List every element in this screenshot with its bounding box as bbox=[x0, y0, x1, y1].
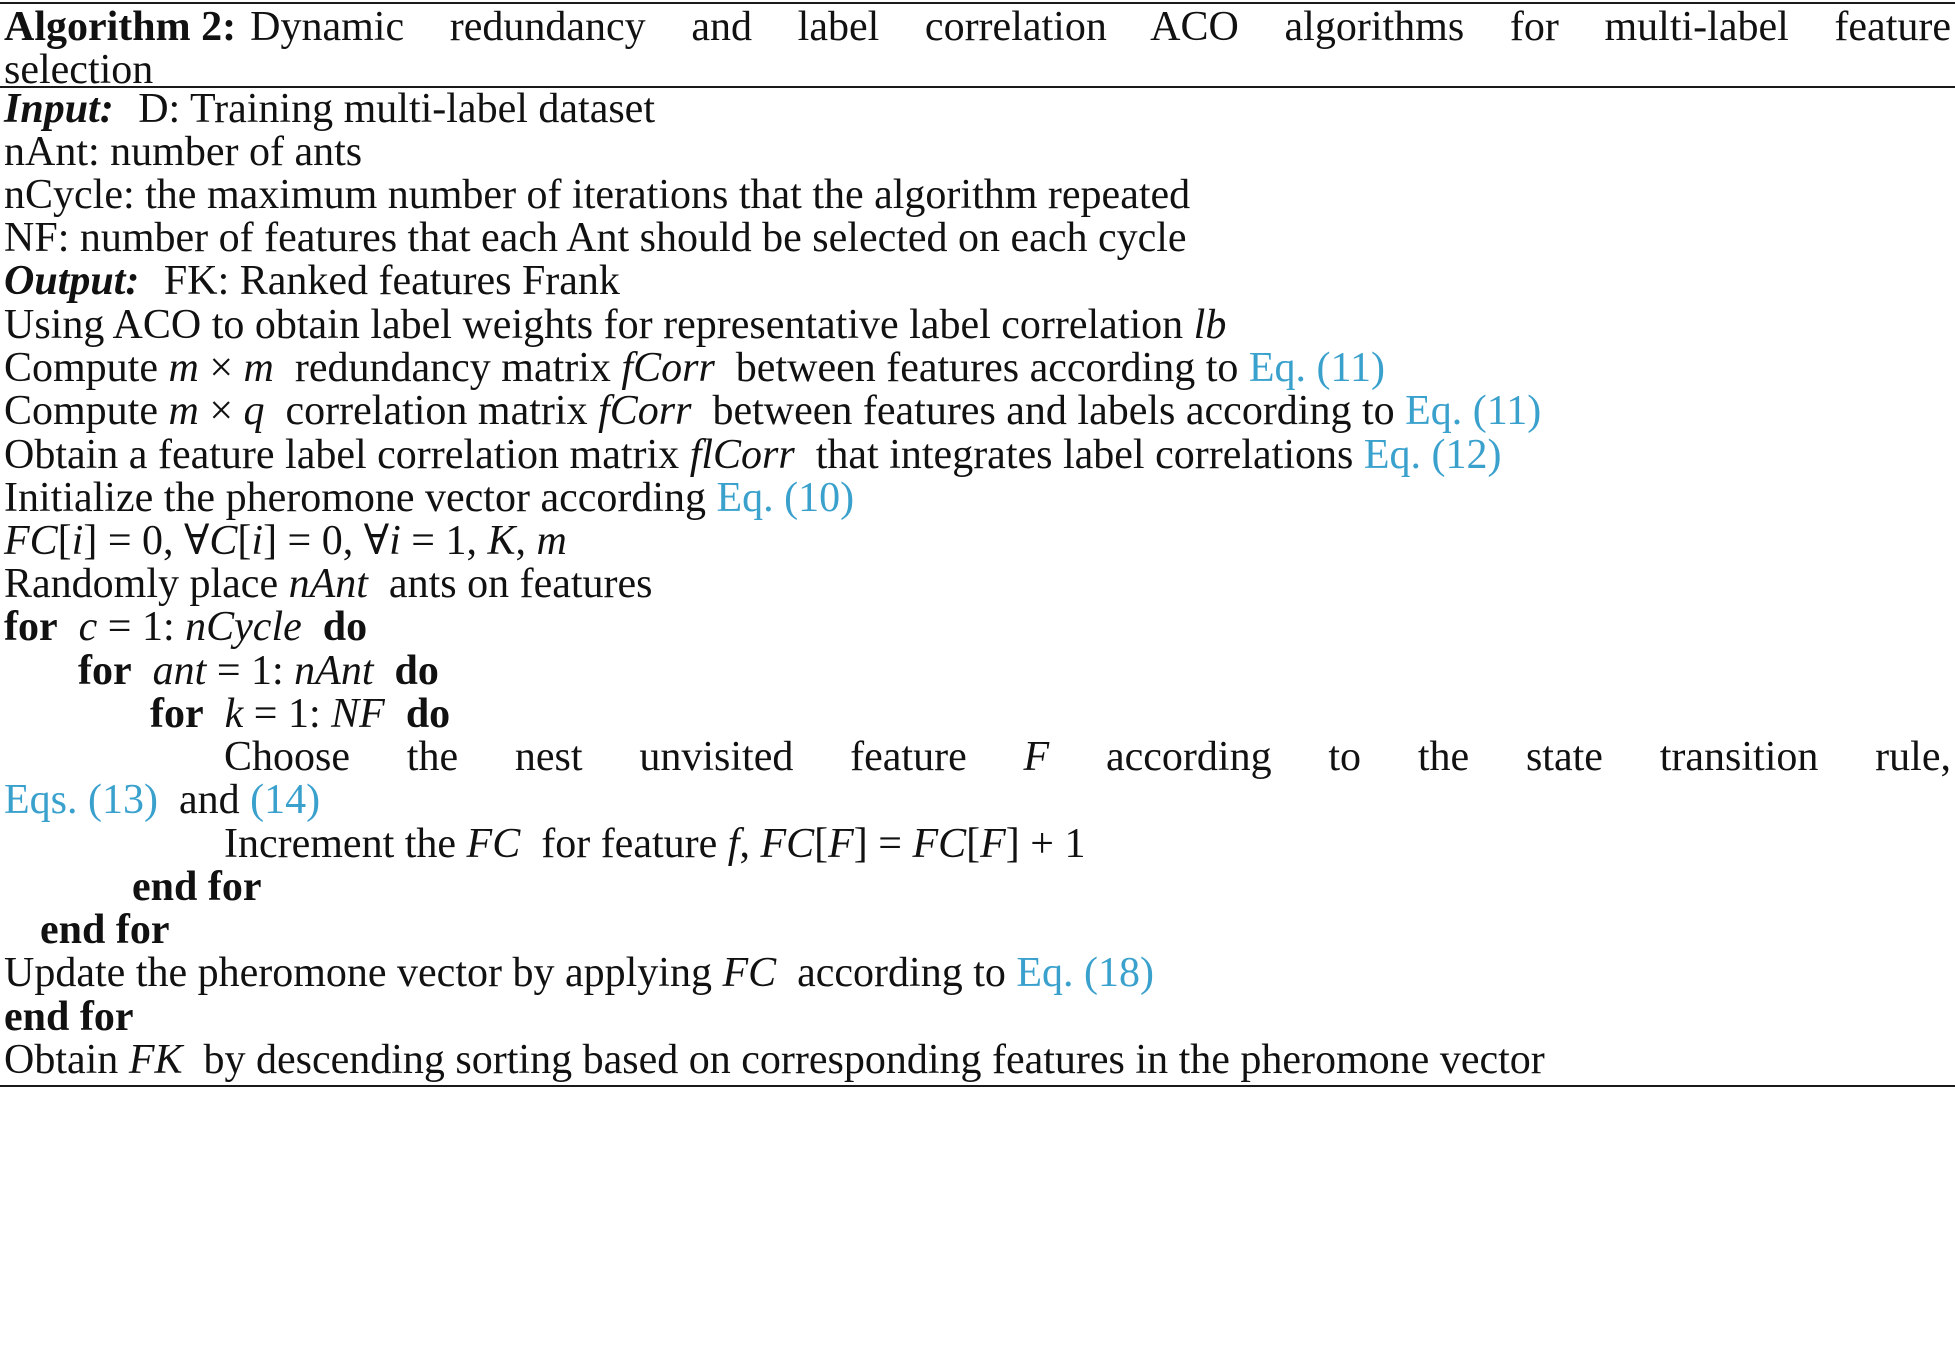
inc-bracket-2: [ bbox=[966, 821, 981, 867]
math-i-2: i bbox=[251, 518, 264, 564]
step7-pre: Randomly place bbox=[4, 561, 279, 607]
for-keyword-3: for bbox=[150, 691, 204, 737]
choose-word: feature bbox=[850, 734, 967, 780]
end-for-keyword-3: end for bbox=[4, 994, 134, 1040]
choose-word: the bbox=[1417, 734, 1470, 780]
inc-f: f bbox=[727, 821, 740, 867]
choose-word: the bbox=[406, 734, 459, 780]
algorithm-label: Algorithm 2: bbox=[4, 4, 237, 50]
inc-comma: , bbox=[739, 821, 750, 867]
step2-m1: m bbox=[168, 345, 199, 391]
inc-fc: FC bbox=[760, 821, 815, 867]
end-for-keyword: end for bbox=[132, 864, 262, 910]
math-i: i bbox=[71, 518, 84, 564]
for-keyword-2: for bbox=[78, 648, 132, 694]
step3-pre: Compute bbox=[4, 388, 158, 434]
math-eq0-forall: ] = 0, ∀ bbox=[83, 518, 210, 564]
choose-word: transition bbox=[1659, 734, 1819, 780]
for3-lim: NF bbox=[331, 691, 385, 737]
choose-word: Choose bbox=[224, 734, 350, 780]
step3-m1: m bbox=[168, 388, 199, 434]
step4-post: that integrates label correlations bbox=[815, 432, 1354, 478]
do-keyword-2: do bbox=[394, 648, 439, 694]
inc-mid: for feature bbox=[541, 821, 718, 867]
step4-var: flCorr bbox=[689, 432, 795, 478]
input-nant-text: nAnt: number of ants bbox=[4, 129, 363, 175]
choose-word: nest bbox=[514, 734, 583, 780]
step3-mid: correlation matrix bbox=[285, 388, 588, 434]
step7-post: ants on features bbox=[388, 561, 653, 607]
choose-word: unvisited bbox=[639, 734, 794, 780]
step3-q: q bbox=[243, 388, 265, 434]
input-d: D: Training multi-label dataset bbox=[138, 86, 655, 132]
choose-var: F bbox=[1023, 734, 1050, 780]
math-bracket-2: [ bbox=[237, 518, 252, 564]
output-fk: FK: Ranked features Frank bbox=[163, 258, 620, 304]
for2-lim: nAnt bbox=[294, 648, 374, 694]
end-for-keyword-2: end for bbox=[40, 907, 170, 953]
and-text: and bbox=[178, 777, 240, 823]
step3-post: between features and labels according to bbox=[712, 388, 1395, 434]
update-post: according to bbox=[797, 950, 1006, 996]
eq-11-link[interactable]: Eq. (11) bbox=[1248, 345, 1385, 391]
for2-eq: = 1: bbox=[206, 648, 295, 694]
inc-fc-2: FC bbox=[912, 821, 967, 867]
for3-var: k bbox=[224, 691, 244, 737]
eq-12-link[interactable]: Eq. (12) bbox=[1363, 432, 1502, 478]
inc-plus1: ] + 1 bbox=[1005, 821, 1086, 867]
inc-bracket: [ bbox=[814, 821, 829, 867]
eq-11-link-2[interactable]: Eq. (11) bbox=[1405, 388, 1542, 434]
eq-14-link[interactable]: (14) bbox=[250, 777, 321, 823]
step1-var: lb bbox=[1193, 302, 1227, 348]
math-c: C bbox=[209, 518, 238, 564]
for1-eq: = 1: bbox=[97, 604, 186, 650]
step5-pre: Initialize the pheromone vector according bbox=[4, 475, 707, 521]
for1-var: c bbox=[78, 604, 98, 650]
algorithm-title-text: Dynamic redundancy and label correlation ACO algorithms for multi-label feature bbox=[250, 4, 1951, 50]
choose-word: state bbox=[1525, 734, 1603, 780]
for-keyword: for bbox=[4, 604, 58, 650]
inc-F-2: F bbox=[980, 821, 1006, 867]
step-obtain-fk bbox=[4, 1033, 1951, 1087]
choose-word: rule, bbox=[1875, 734, 1951, 780]
step3-times: × bbox=[209, 388, 234, 434]
choose-word: to bbox=[1328, 734, 1362, 780]
for3-eq: = 1: bbox=[243, 691, 332, 737]
step1-text: Using ACO to obtain label weights for representative label correlation bbox=[4, 302, 1184, 348]
output-label: Output: bbox=[4, 258, 140, 304]
inc-F: F bbox=[828, 821, 854, 867]
update-pre: Update the pheromone vector by applying bbox=[4, 950, 712, 996]
eq-18-link[interactable]: Eq. (18) bbox=[1016, 950, 1155, 996]
step2-post: between features according to bbox=[735, 345, 1239, 391]
input-nf-text: NF: number of features that each Ant should be selected on each cycle bbox=[4, 215, 1187, 261]
inc-eq: ] = bbox=[853, 821, 913, 867]
algorithm-title-text-cont: selection bbox=[4, 47, 154, 93]
math-eq1: = 1, bbox=[400, 518, 488, 564]
choose-word: according bbox=[1105, 734, 1272, 780]
eqs-13-link[interactable]: Eqs. (13) bbox=[4, 777, 158, 823]
update-var: FC bbox=[722, 950, 777, 996]
final-post: by descending sorting based on corresponding features in the pheromone vector bbox=[203, 1037, 1545, 1083]
inc-pre: Increment the bbox=[224, 821, 457, 867]
step2-times: × bbox=[209, 345, 234, 391]
final-pre: Obtain bbox=[4, 1037, 119, 1083]
for1-lim: nCycle bbox=[185, 604, 302, 650]
step2-var: fCorr bbox=[621, 345, 715, 391]
math-fc: FC bbox=[4, 518, 58, 564]
inc-var: FC bbox=[466, 821, 521, 867]
eq-10-link[interactable]: Eq. (10) bbox=[716, 475, 855, 521]
math-k: K bbox=[487, 518, 516, 564]
math-i-3: i bbox=[389, 518, 401, 564]
input-ncycle-text: nCycle: the maximum number of iterations that the algorithm repeated bbox=[4, 172, 1191, 218]
step4-pre: Obtain a feature label correlation matrix bbox=[4, 432, 680, 478]
do-keyword: do bbox=[322, 604, 368, 650]
math-bracket: [ bbox=[57, 518, 72, 564]
bottom-rule bbox=[0, 1085, 1955, 1087]
for2-var: ant bbox=[152, 648, 207, 694]
step3-var: fCorr bbox=[598, 388, 692, 434]
math-m: m bbox=[536, 518, 567, 564]
do-keyword-3: do bbox=[405, 691, 451, 737]
final-var: FK bbox=[128, 1037, 183, 1083]
math-comma: , bbox=[515, 518, 537, 564]
math-eq0-forall-2: ] = 0, ∀ bbox=[263, 518, 390, 564]
step2-pre: Compute bbox=[4, 345, 158, 391]
step7-var: nAnt bbox=[288, 561, 368, 607]
step2-m2: m bbox=[243, 345, 274, 391]
input-label: Input: bbox=[4, 86, 114, 132]
step2-mid: redundancy matrix bbox=[294, 345, 611, 391]
